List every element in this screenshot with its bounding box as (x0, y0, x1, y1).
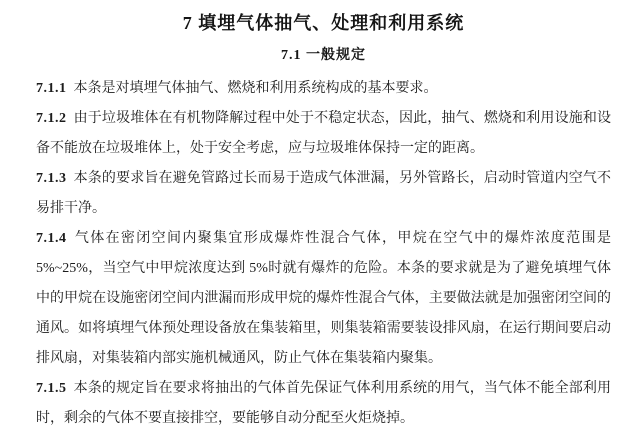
clause-text: 本条的规定旨在要求将抽出的气体首先保证气体利用系统的用气，当气体不能全部利用时，剩余的气体不要直接排空，要能够自动分配至火炬烧掉。 (36, 381, 611, 426)
paragraph (36, 224, 611, 374)
paragraph-list (36, 74, 611, 434)
paragraph (36, 164, 611, 224)
paragraph (36, 104, 611, 164)
clause-text: 由于垃圾堆体在有机物降解过程中处于不稳定状态，因此，抽气、燃烧和利用设施和设备不能放在垃圾堆体上，处于安全考虑，应与垃圾堆体保持一定的距离。 (36, 111, 611, 156)
clause-number: 7.1.2 (36, 111, 67, 126)
section-title: 7.1 一般规定 (281, 48, 366, 63)
clause-number: 7.1.5 (36, 381, 67, 396)
clause-text: 气体在密闭空间内聚集宜形成爆炸性混合气体，甲烷在空气中的爆炸浓度范围是 5%~25%，当空气中甲烷浓度达到 5%时就有爆炸的危险。本条的要求就是为了避免填埋气体中的甲烷在设施密闭空间内泄漏而形成甲烷的爆炸性混合气体，主要做法就是加强密闭空间的通风。如将填埋气体预处理设备放在集装箱里，则集装箱需要装设排风扇，在运行期间要启动排风扇，对集装箱内部实施机械通风，防止气体在集装箱内聚集。 (36, 231, 611, 366)
paragraph (36, 74, 611, 104)
clause-text: 本条是对填埋气体抽气、燃烧和利用系统构成的基本要求。 (73, 81, 438, 96)
clause-number: 7.1.1 (36, 81, 67, 96)
paragraph (36, 374, 611, 434)
clause-number: 7.1.4 (36, 231, 67, 246)
clause-number: 7.1.3 (36, 171, 67, 186)
chapter-title: 7 填埋气体抽气、处理和利用系统 (182, 13, 465, 33)
clause-text: 本条的要求旨在避免管路过长而易于造成气体泄漏，另外管路长，启动时管道内空气不易排干净。 (36, 171, 611, 216)
